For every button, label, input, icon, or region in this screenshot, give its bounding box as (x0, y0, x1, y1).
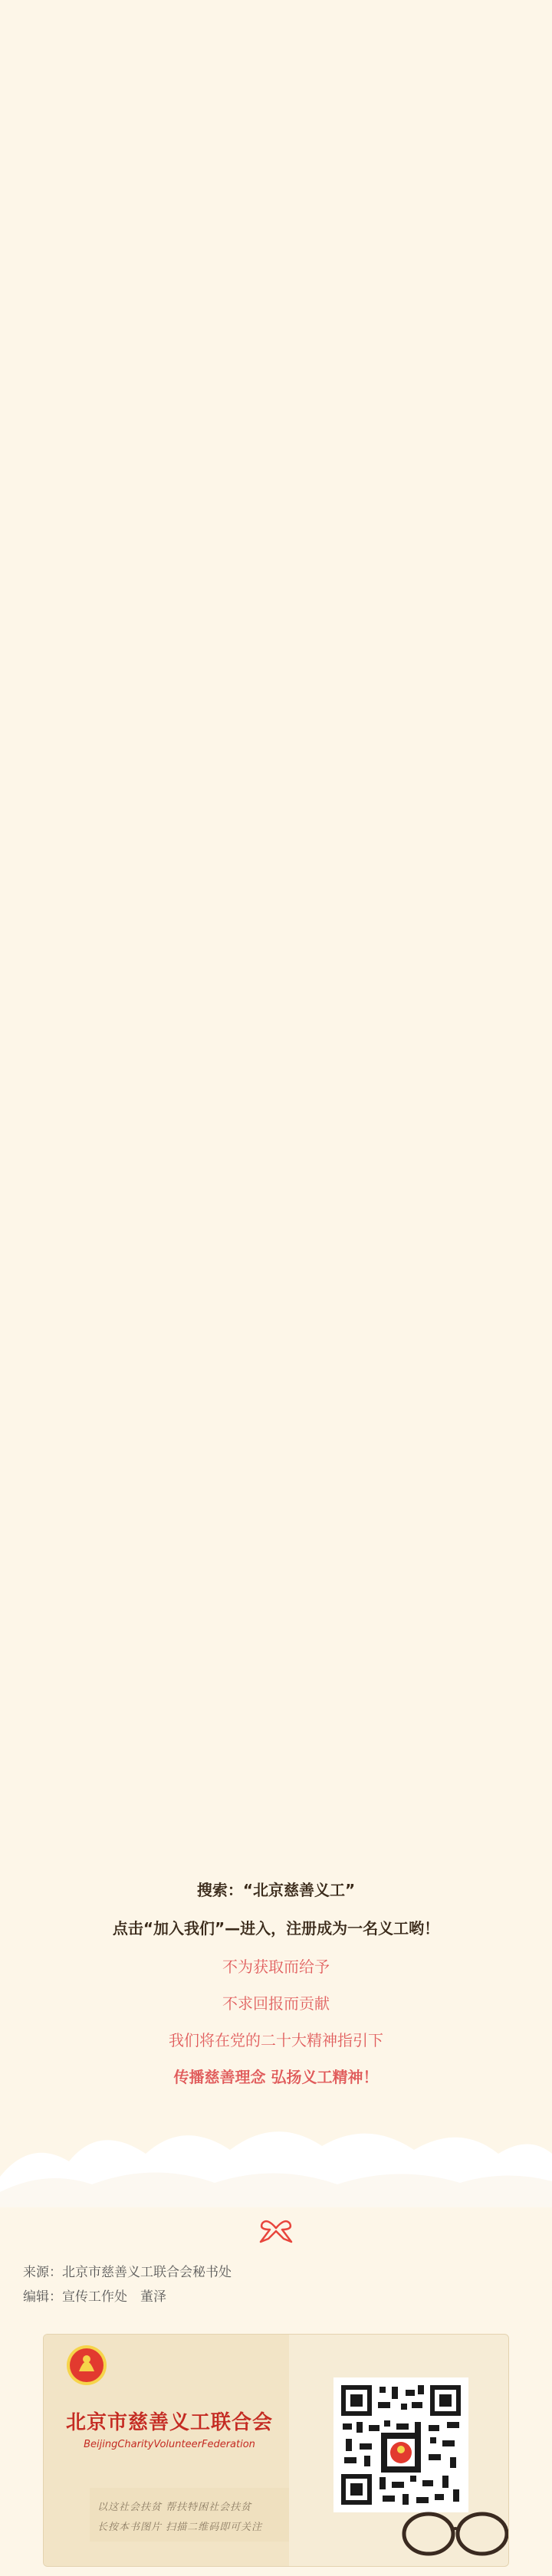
closing-line-1: 不为获取而给予 (222, 1957, 330, 1976)
org-name: 北京市慈善义工联合会 (65, 2411, 273, 2434)
org-english-name: BeijingCharityVolunteerFederation (84, 2439, 255, 2450)
org-logo-icon (67, 2345, 107, 2385)
closing-line-4: 传播慈善理念 弘扬义工精神！ (173, 2068, 379, 2086)
closing-line-2: 不求回报而贡献 (222, 1994, 330, 2013)
org-footer-card (43, 2334, 509, 2567)
wechat-qr-code[interactable] (334, 2377, 468, 2512)
qr-center-logo (390, 2442, 412, 2463)
credits-editor: 编辑：宣传工作处 董泽 (23, 2289, 166, 2305)
eyeglasses-decoration (398, 2503, 509, 2565)
chinese-knot-icon (259, 2217, 293, 2243)
qr-code-pattern (338, 2382, 464, 2508)
footer-slogan-2: 长按本书图片 扫描二维码即可关注 (97, 2522, 263, 2533)
footer-slogan-1: 以这社会扶贫 帮扶特困社会扶贫 (97, 2502, 252, 2513)
credits-source: 来源：北京市慈善义工联合会秘书处 (23, 2265, 232, 2280)
closing-search: 搜索：“北京慈善义工” (196, 1881, 356, 1899)
cloud-divider-decoration (0, 2108, 552, 2207)
closing-join: 点击“加入我们”—进入，注册成为一名义工哟！ (112, 1919, 440, 1938)
closing-line-3: 我们将在党的二十大精神指引下 (169, 2031, 383, 2049)
